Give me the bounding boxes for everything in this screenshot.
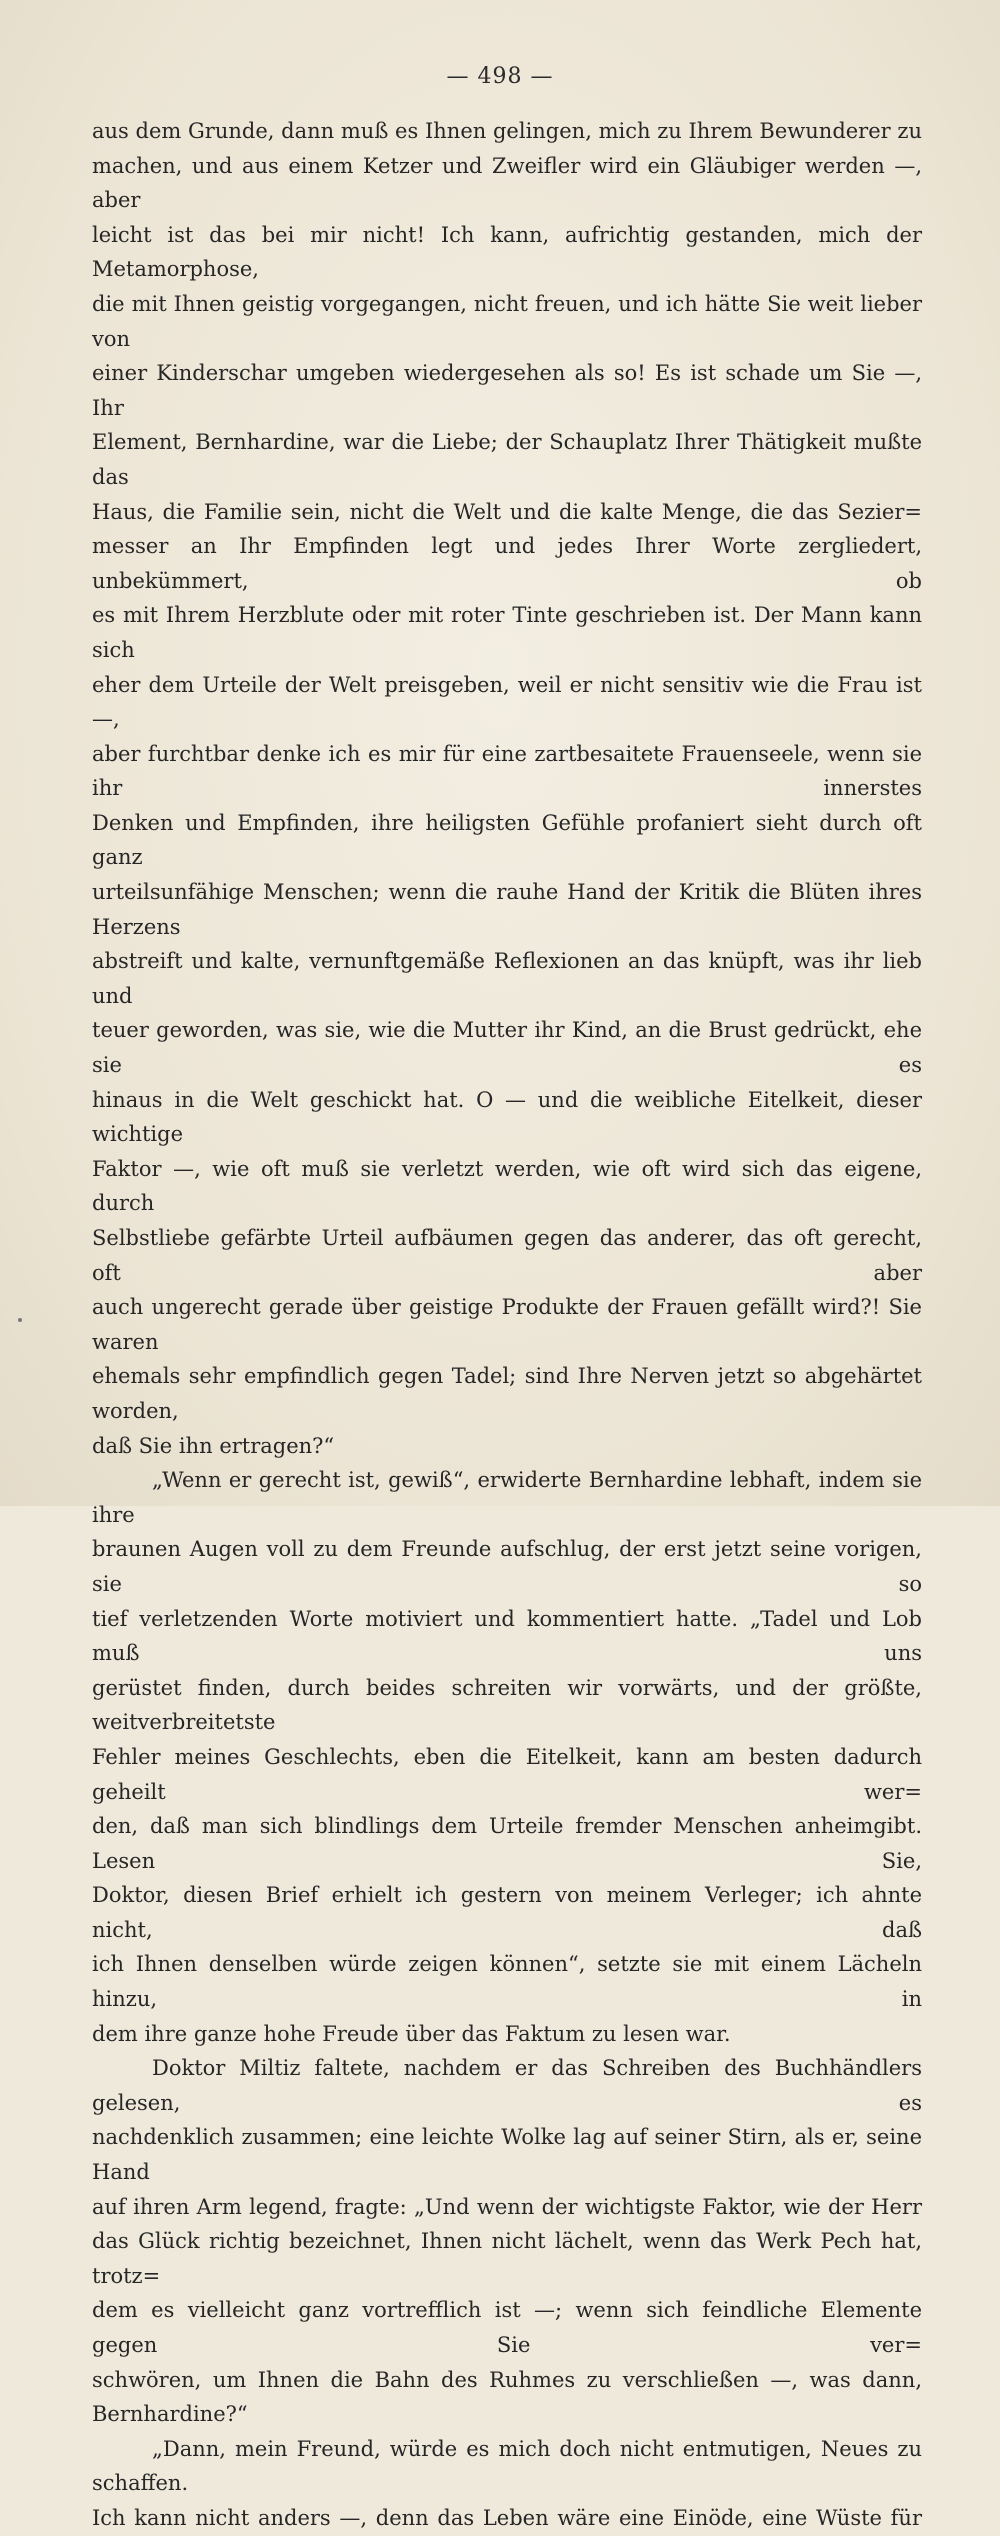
body-text [92, 114, 922, 2536]
text-line: schwören, um Ihnen die Bahn des Ruhmes zu verschließen —, was dann, Bernhardine?“ [92, 2367, 922, 2427]
text-line: dem ihre ganze hohe Freude über das Faktum zu lesen war. [92, 2021, 731, 2046]
text-line: Doktor, diesen Brief erhielt ich gestern von meinem Verleger; ich ahnte nicht, daß [92, 1883, 922, 1942]
text-line: Fehler meines Geschlechts, eben die Eitelkeit, kann am besten dadurch geheilt wer= [92, 1744, 922, 1804]
text-line: die mit Ihnen geistig vorgegangen, nicht freuen, und ich hätte Sie weit lieber von [92, 291, 922, 351]
text-line: messer an Ihr Empfinden legt und jedes Ihrer Worte zergliedert, unbekümmert, ob [92, 534, 922, 593]
text-line: leicht ist das bei mir nicht! Ich kann, aufrichtig gestanden, mich der Metamorphose, [92, 222, 922, 282]
text-line: nachdenklich zusammen; eine leichte Wolke lag auf seiner Stirn, als er, seine Hand [92, 2125, 922, 2185]
text-line: abstreift und kalte, vernunftgemäße Reflexionen an das knüpft, was ihr lieb und [92, 949, 922, 1008]
text-line: „Dann, mein Freund, würde es mich doch nicht entmutigen, Neues zu schaffen. [92, 2436, 922, 2496]
text-line: auf ihren Arm legend, fragte: „Und wenn der wichtigste Faktor, wie der Herr [92, 2194, 922, 2219]
text-line: teuer geworden, was sie, wie die Mutter ihr Kind, an die Brust gedrückt, ehe sie es [92, 1018, 922, 1078]
text-line: gerüstet finden, durch beides schreiten wir vorwärts, und der größte, weitverbreitetste [92, 1675, 922, 1735]
text-line: Element, Bernhardine, war die Liebe; der Schauplatz Ihrer Thätigkeit mußte das [92, 430, 922, 489]
text-line: tief verletzenden Worte motiviert und kommentiert hatte. „Tadel und Lob muß uns [92, 1606, 922, 1666]
text-line: hinaus in die Welt geschickt hat. O — und die weibliche Eitelkeit, dieser wichtige [92, 1087, 922, 1147]
text-line: dem es vielleicht ganz vortrefflich ist —; wenn sich feindliche Elemente gegen Sie ver= [92, 2298, 922, 2357]
text-line: machen, und aus einem Ketzer und Zweifler wird ein Gläubiger werden —, aber [92, 153, 922, 213]
paragraph-3 [92, 2051, 922, 2432]
text-line: einer Kinderschar umgeben wiedergesehen als so! Es ist schade um Sie —, Ihr [92, 361, 922, 420]
text-line: Faktor —, wie oft muß sie verletzt werden, wie oft wird sich das eigene, durch [92, 1156, 922, 1216]
text-line: „Wenn er gerecht ist, gewiß“, erwiderte Bernhardine lebhaft, indem sie ihre [92, 1468, 922, 1527]
paper-speck [18, 1318, 22, 1322]
text-line: eher dem Urteile der Welt preisgeben, weil er nicht sensitiv wie die Frau ist —, [92, 672, 922, 732]
text-line: ehemals sehr empfindlich gegen Tadel; sind Ihre Nerven jetzt so abgehärtet worden, [92, 1364, 922, 1423]
text-line: Doktor Miltiz faltete, nachdem er das Schreiben des Buchhändlers gelesen, es [92, 2056, 922, 2115]
text-line: braunen Augen voll zu dem Freunde aufschlug, der erst jetzt seine vorigen, sie so [92, 1537, 922, 1596]
text-line: aber furchtbar denke ich es mir für eine zartbesaitete Frauenseele, wenn sie ihr innerstes [92, 741, 922, 801]
text-line: Denken und Empfinden, ihre heiligsten Gefühle profaniert sieht durch oft ganz [92, 810, 922, 870]
paragraph-4 [92, 2432, 922, 2536]
text-line: ich Ihnen denselben würde zeigen können“, setzte sie mit einem Lächeln hinzu, in [92, 1952, 922, 2012]
paragraph-2 [92, 1463, 922, 2051]
text-line: daß Sie ihn ertragen?“ [92, 1433, 335, 1458]
page-number: — 498 — [446, 64, 554, 89]
paragraph-1 [92, 114, 922, 1463]
text-line: es mit Ihrem Herzblute oder mit roter Tinte geschrieben ist. Der Mann kann sich [92, 603, 922, 662]
text-line: auch ungerecht gerade über geistige Produkte der Frauen gefällt wird?! Sie waren [92, 1295, 922, 1354]
text-line: Selbstliebe gefärbte Urteil aufbäumen gegen das anderer, das oft gerecht, oft aber [92, 1226, 922, 1285]
text-line: den, daß man sich blindlings dem Urteile fremder Menschen anheimgibt. Lesen Sie, [92, 1814, 922, 1873]
text-line: aus dem Grunde, dann muß es Ihnen gelingen, mich zu Ihrem Bewunderer zu [92, 119, 922, 143]
text-line: das Glück richtig bezeichnet, Ihnen nicht lächelt, wenn das Werk Pech hat, trotz= [92, 2229, 922, 2288]
text-line: urteilsunfähige Menschen; wenn die rauhe Hand der Kritik die Blüten ihres Herzens [92, 880, 922, 939]
text-line: Ich kann nicht anders —, denn das Leben wäre eine Einöde, eine Wüste für [92, 2505, 922, 2530]
text-line: Haus, die Familie sein, nicht die Welt und die kalte Menge, die das Sezier= [92, 499, 922, 524]
